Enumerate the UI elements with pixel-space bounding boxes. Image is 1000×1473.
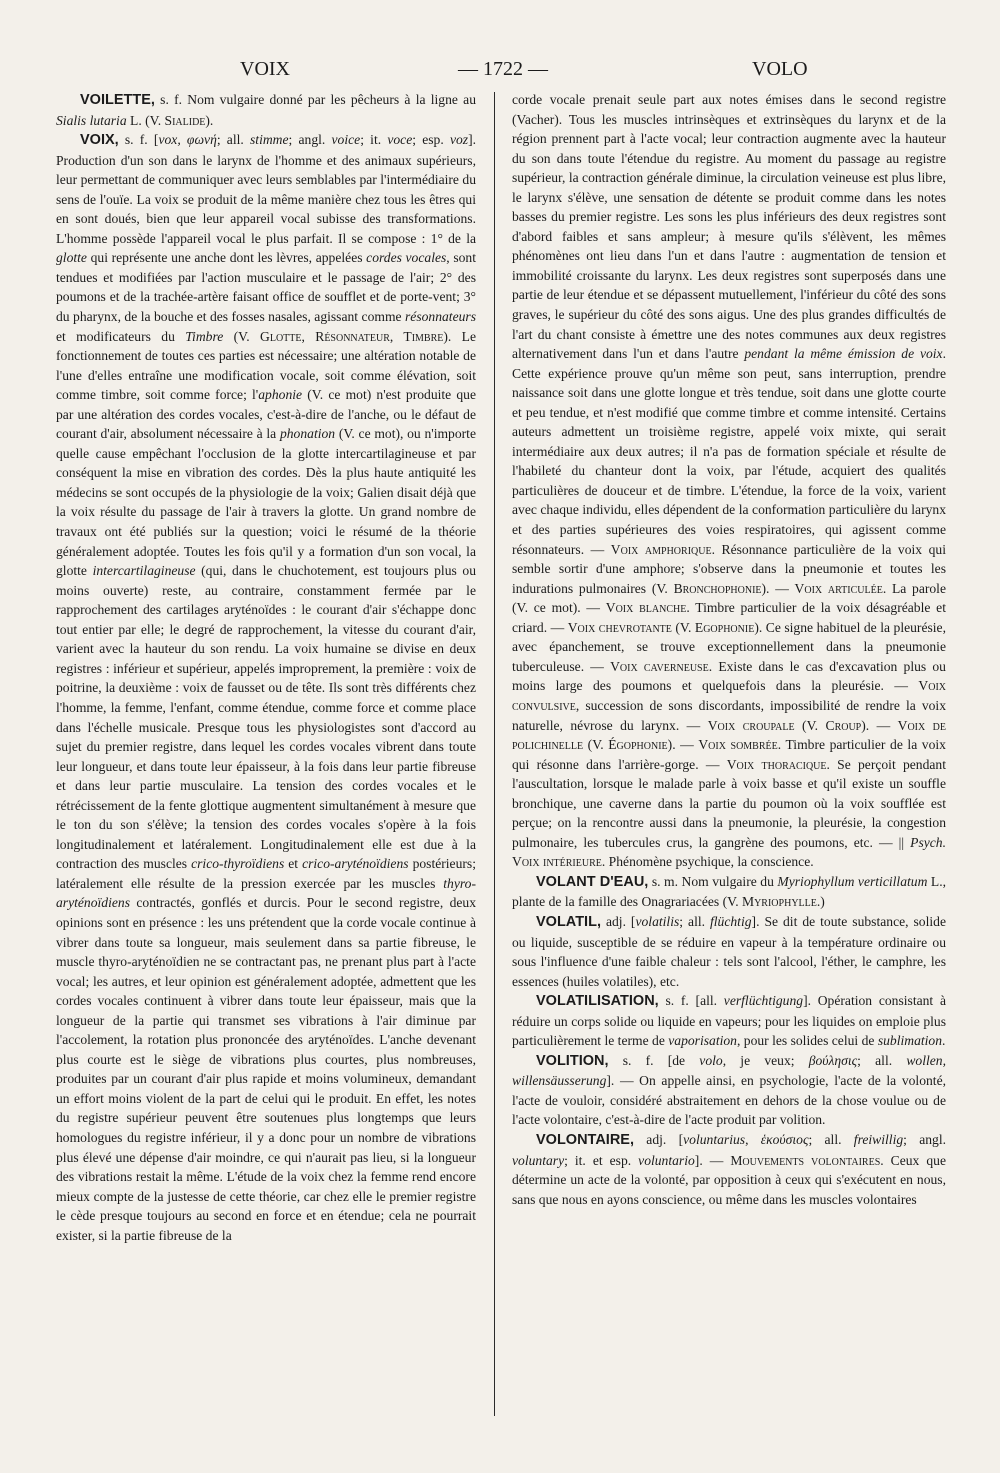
headword: VOILETTE, [80, 92, 155, 108]
entry-voix-continued: corde vocale prenait seule part aux notes émises dans le second registre (Vacher). Tous les muscles intrinsèques et extrinsèques du larynx et de la région prennent part à l'acte vocal; leur contraction augmente avec la hauteur du son dans toute l'étendue du registre. Au moment du passage au registre supérieur, la contraction générale diminue, la circulation veineuse est plus libre, le larynx s'élève, une sensation de détente se produit comme dans les notes basses du premier registre. Les sons les plus inférieurs des deux registres sont d'abord faibles et sans ampleur; à mesure qu'ils s'élèvent, les mêmes phénomènes ont lieu dans l'un et dans l'autre : augmentation de tension et immobilité croissante du larynx. Les deux registres sont superposés dans une partie de leur étendue et se dépassent mutuellement, l'inférieur du côté des sons graves, le supérieur du côté des sons aigus. Une des plus grandes difficultés de l'art du chant consiste à émettre une des notes communes aux deux registres alternativement dans l'un et dans l'autre pendant la même émission de voix. Cette expérience prouve qu'un même son peut, sans interruption, prendre naissance soit dans une glotte longue et très tendue, soit dans une glotte courte et peu tendue, et n'est modifié que comme timbre et comme intensité. Certains auteurs admettent un troisième registre, appelé voix mixte, qui serait intermédiaire aux deux autres; il n'a pas de formation spéciale et résulte de l'habileté du chanteur dont la voix, par l'étude, acquiert des qualités particulières de douceur et de timbre. L'étendue, la force de la voix, varient avec chaque individu, elles dépendent de la conformation particulière du larynx et des parties supérieures des voies respiratoires, qui agissent comme résonnateurs. — Voix amphorique. Résonnance particulière de la voix qui semble sortir d'une amphore; s'observe dans la pneumonie et toutes les indurations pulmonaires (V. Bronchophonie). — Voix articulée. La parole (V. ce mot). — Voix blanche. Timbre particulier de la voix désagréable et criard. — Voix chevrotante (V. Egophonie). Ce signe habituel de la pleurésie, avec épanchement, se trouve exceptionnellement dans la pneumonie tuberculeuse. — Voix caverneuse. Existe dans le cas d'excavation plus ou moins large des poumons et quelquefois dans la pleurésie. — Voix convulsive, succession de sons discordants, impossibilité de rendre la voix naturelle, névrose du larynx. — Voix croupale (V. Croup). — Voix de polichinelle (V. Égophonie). — Voix sombrée. Timbre particulier de la voix qui résonne dans l'arrière-gorge. — Voix thoracique. Se perçoit pendant l'auscultation, lorsque le malade parle à voix basse et qu'il existe un souffle bronchique, une caverne dans la partie du poumon où la voix soufflée est perçue; on la rencontre aussi dans la pneumonie, la pleurésie, la congestion pulmonaire, les tubercules crus, la gangrène des poumons, etc. — || Psych. Voix intérieure. Phénomène psychique, la conscience. [512, 92, 946, 870]
column-divider [494, 92, 495, 1416]
headword: VOLITION, [536, 1052, 609, 1069]
headword: VOIX, [80, 132, 119, 149]
entry-voilette: VOILETTE, s. f. Nom vulgaire donné par les pêcheurs à la ligne au Sialis lutaria L. (V. Sialide). [56, 92, 476, 128]
entry-volatilisation: VOLATILISATION, s. f. [all. verflüchtigung]. Opération consistant à réduire un corps solide ou liquide en vapeurs; pour les liquides on emploie plus particulièrement le terme de vaporisation, pour les solides celui de sublimation. [512, 993, 946, 1049]
headword: VOLONTAIRE, [536, 1131, 635, 1148]
running-header [0, 58, 1000, 88]
entry-volition: VOLITION, s. f. [de volo, je veux; βούλησις; all. wollen, willensäusserung]. — On appelle ainsi, en psychologie, l'acte de la volonté, l'acte de vouloir, considéré abstraitement en dehors de la chose voulue ou de l'acte volontaire, c'est-à-dire de l'acte produit par volition. [512, 1052, 946, 1128]
page-number: — 1722 — [458, 58, 548, 80]
right-column [512, 90, 946, 1420]
entry-volatil: VOLATIL, adj. [volatilis; all. flüchtig]. Se dit de toute substance, solide ou liquide, susceptible de se réduire en vapeur à la température ordinaire ou sous l'influence d'une faible chaleur : tels sont l'alcool, l'éther, le camphre, les essences (huiles volatiles), etc. [512, 913, 946, 989]
header-left-word: VOIX [240, 58, 290, 80]
entry-volontaire: VOLONTAIRE, adj. [voluntarius, ἑκούσιος; all. freiwillig; angl. voluntary; it. et esp. voluntario]. — Mouvements volontaires. Ceux que détermine un acte de la volonté, par opposition à ceux qui s'exécutent en nous, sans que nous en ayons conscience, ou même dans les muscles volontaires [512, 1131, 946, 1207]
headword: VOLANT D'EAU, [536, 873, 649, 890]
headword: VOLATIL, [536, 913, 601, 930]
left-column [56, 90, 476, 1420]
header-right-word: VOLO [752, 58, 808, 80]
entry-volant-d-eau: VOLANT D'EAU, s. m. Nom vulgaire du Myriophyllum verticillatum L., plante de la famille des Onagrariacées (V. Myriophylle.) [512, 873, 946, 910]
entry-voix: VOIX, s. f. [vox, φωνή; all. stimme; angl. voice; it. voce; esp. voz]. Production d'un son dans le larynx de l'homme et des animaux supérieurs, leur permettant de communiquer avec leurs semblables par l'intermédiaire du sens de l'ouïe. La voix se produit de la même manière chez tous les êtres qui en sont doués, bien que leur appareil vocal subisse des transformations. L'homme possède l'appareil vocal le plus parfait. Il se compose : 1° de la glotte qui représente une anche dont les lèvres, appelées cordes vocales, sont tendues et modifiées par l'action musculaire et le passage de l'air; 2° des poumons et de la trachée-artère faisant office de soufflet et de porte-vent; 3° du pharynx, de la bouche et des fosses nasales, agissant comme résonnateurs et modificateurs du Timbre (V. Glotte, Résonnateur, Timbre). Le fonctionnement de toutes ces parties est nécessaire; une altération notable de l'une d'elles entraîne une modification vocale, soit comme élévation, soit comme timbre, soit comme force; l'aphonie (V. ce mot) n'est produite que par une altération des cordes vocales, c'est-à-dire de l'anche, ou le défaut de courant d'air, absolument nécessaire à la phonation (V. ce mot), ou n'importe quelle cause empêchant l'occlusion de la glotte intercartilagineuse et par conséquent la mise en vibration des cordes. Dès la plus haute antiquité les médecins se sont occupés de la physiologie de la voix; Galien disait déjà que la voix résulte du passage de l'air à travers la glotte. Un grand nombre de travaux ont été publiés sur la question; voici le résumé de la théorie généralement adoptée. Toutes les fois qu'il y a formation d'un son vocal, la glotte intercartilagineuse (qui, dans le chuchotement, est toujours plus ou moins ouverte) reste, au contraire, constamment fermée par le rapprochement des cartilages aryténoïdes : le courant d'air s'échappe donc tout entier par elle; le degré de rapprochement, la vitesse du courant d'air, varient avec la hauteur du son rendu. La voix humaine se divise en deux registres : inférieur et supérieur, appelés improprement, la première : voix de poitrine, la deuxième : voix de fausset ou de tête. Ils sont très différents chez l'homme, la femme, l'enfant, comme étendue, comme force et comme place dans l'échelle musicale. Presque tous les physiologistes sont d'accord au sujet du premier registre, dans lequel les cordes vocales vibrent dans toute leur longueur, et dans toute leur épaisseur, à la fois dans leur partie fibreuse et dans leur partie musculaire. La tension des cordes vocales et le rétrécissement de la fente glottique augmentent simultanément à mesure que le ton du son s'élève; la tension des cordes vocales s'opère à la fois longitudinalement et latéralement. Longitudinalement elle est due à la contraction des muscles crico-thyroïdiens et crico-aryténoïdiens postérieurs; latéralement elle résulte de la pression exercée par les muscles thyro-aryténoïdiens contractés, gonflés et durcis. Pour le second registre, deux opinions sont en présence : les uns prétendent que la corde vocale continue à vibrer dans toute sa longueur, mais seulement dans sa partie fibreuse, le muscle thyro-aryténoïdien ne se contractant pas, ne prenant plus part à l'acte vocal; les autres, et leur opinion est généralement adoptée, admettent que les cordes vocales continuent à vibrer dans toute leur épaisseur, mais que la longueur de la partie qui transmet ses vibrations à l'air diminue par l'accolement, la rotation plus prononcée des aryténoïdes. L'anche devenant plus courte est le siège de vibrations plus courtes, plus nombreuses, produites par un courant d'air plus rapide et moins volumineux, demandant un effort moins violent de la part de celui qui le produit. En effet, les notes du registre supérieur peuvent être soutenues plus longtemps que leurs homologues du registre inférieur, il y a donc pour un nombre de vibrations plus élevé une dépense d'air moindre, ce qui n'aurait pas lieu, si la longueur des vibrations restait la même. L'étude de la voix chez la femme rend encore mieux compte de la justesse de cette théorie, car chez elle le premier registre le cède presque toujours au second en force et en étendue; cela ne pourrait exister, si la partie fibreuse de la [56, 132, 476, 1243]
headword: VOLATILISATION, [536, 993, 659, 1010]
